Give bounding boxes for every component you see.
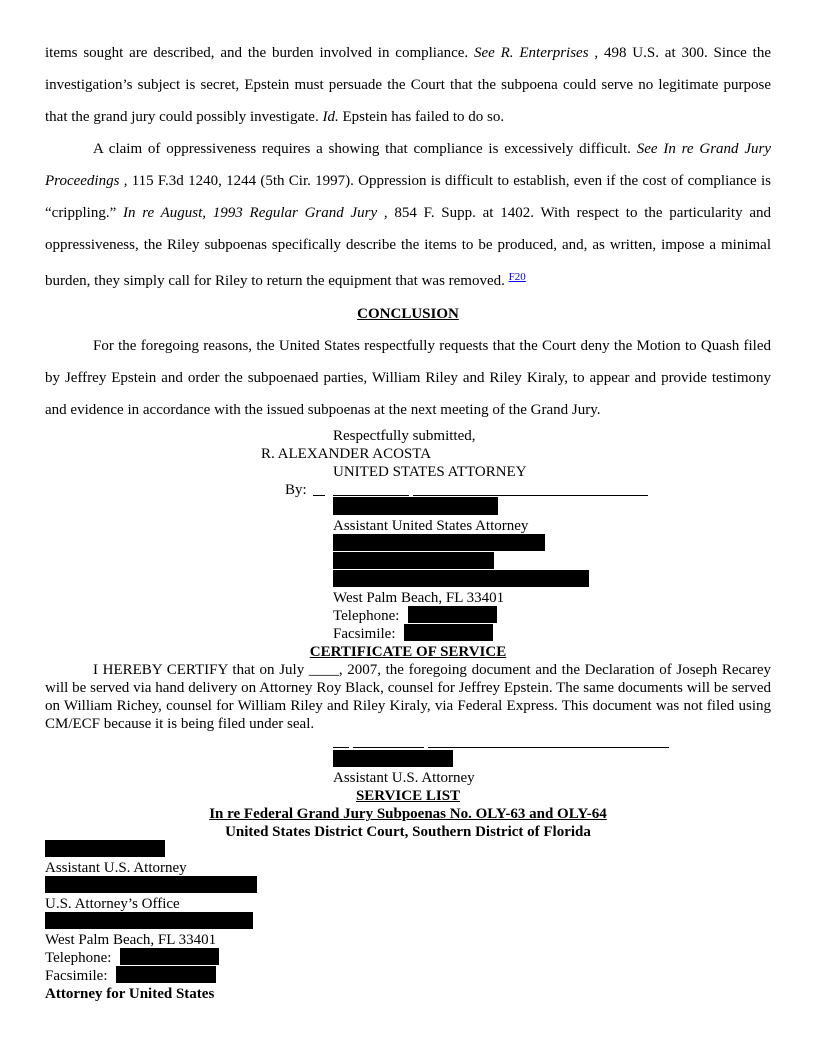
redaction-block — [333, 750, 453, 767]
case-citation: See R. Enterprises — [474, 45, 589, 61]
redaction-block — [116, 966, 216, 983]
para2-text-1: A claim of oppressiveness requires a showing that compliance is excessively difficult. — [93, 141, 637, 157]
para2-text-3: , 854 F. Supp. at 1402. With respect to the particularity and oppressiveness, the Riley subpoenas specifically describe the items to be produced, and, as written, impose a minimal burden, they simply call for Riley to return the equipment that was removed. — [45, 205, 771, 289]
body-paragraph-1 — [45, 37, 771, 133]
case-citation: Id. — [322, 109, 339, 125]
signature-line — [428, 747, 669, 748]
redaction-block — [45, 876, 257, 893]
signature-line-segment — [353, 747, 424, 748]
redaction-block — [333, 570, 589, 587]
para1-text-3: Epstein has failed to do so. — [338, 109, 505, 125]
redaction-block — [45, 912, 253, 929]
service-facsimile-label: Facsimile: — [45, 968, 108, 984]
case-caption: In re Federal Grand Jury Subpoenas No. OLY-63 and OLY-64 — [209, 806, 607, 822]
court-name: United States District Court, Southern District of Florida — [225, 824, 591, 840]
signature-telephone-label: Telephone: — [333, 608, 400, 624]
conclusion-heading: CONCLUSION — [357, 306, 459, 322]
redaction-block — [408, 606, 497, 623]
us-attorney-name: R. ALEXANDER ACOSTA — [261, 446, 432, 462]
redaction-block — [404, 624, 493, 641]
redaction-block — [333, 497, 498, 515]
redaction-block — [45, 840, 165, 857]
footnote-link[interactable]: F20 — [508, 271, 526, 283]
by-label: By: — [285, 482, 307, 498]
service-telephone-label: Telephone: — [45, 950, 112, 966]
signature-line — [413, 495, 648, 496]
para2-text-2: , 115 F.3d 1240, 1244 (5th Cir. 1997). Oppression is difficult to establish, even if the cost of compliance is “crippling.” — [45, 173, 771, 221]
redaction-block — [120, 948, 219, 965]
body-paragraph-2 — [45, 133, 771, 297]
service-role: Attorney for United States — [45, 986, 215, 1002]
redaction-block — [333, 534, 545, 551]
signature-city: West Palm Beach, FL 33401 — [333, 590, 505, 606]
respectfully-submitted: Respectfully submitted, — [333, 428, 476, 444]
redaction-block — [333, 552, 494, 569]
signature-line-segment — [333, 747, 349, 748]
certificate-ausa-title: Assistant U.S. Attorney — [333, 770, 475, 786]
ausa-title: Assistant United States Attorney — [333, 518, 529, 534]
certificate-heading: CERTIFICATE OF SERVICE — [309, 644, 507, 660]
signature-line-segment — [313, 495, 325, 496]
para1-text-2: , 498 U.S. at 300. Since the investigation’s subject is secret, Epstein must persuade the Court that the subpoena could serve no legitimate purpose that the grand jury could possibly investigate. — [45, 45, 771, 125]
case-citation: In re August, 1993 Regular Grand Jury — [122, 205, 378, 221]
case-citation: See In re Grand Jury Proceedings — [45, 141, 771, 189]
signature-facsimile-label: Facsimile: — [333, 626, 396, 642]
para1-text-1: items sought are described, and the burden involved in compliance. — [45, 45, 474, 61]
conclusion-paragraph: For the foregoing reasons, the United States respectfully requests that the Court deny the Motion to Quash filed by Jeffrey Epstein and order the subpoenaed parties, William Riley and Riley Kiraly, to appear and provide testimony and evidence in accordance with the issued subpoenas at the next meeting of the Grand Jury. — [45, 338, 771, 418]
service-ausa-title: Assistant U.S. Attorney — [45, 860, 187, 876]
service-list-heading: SERVICE LIST — [355, 788, 461, 804]
certificate-text: I HEREBY CERTIFY that on July ____, 2007, the foregoing document and the Declaration of Joseph Recarey will be served via hand delivery on Attorney Roy Black, counsel for Jeffrey Epstein. The same documents will be served on William Richey, counsel for William Riley and Riley Kiraly, via Federal Express. This document was not filed using CM/ECF because it is being filed under seal. — [45, 662, 771, 732]
service-office: U.S. Attorney’s Office — [45, 896, 180, 912]
us-attorney-office: UNITED STATES ATTORNEY — [333, 464, 527, 480]
signature-line-segment — [333, 495, 409, 496]
service-city: West Palm Beach, FL 33401 — [45, 932, 217, 948]
